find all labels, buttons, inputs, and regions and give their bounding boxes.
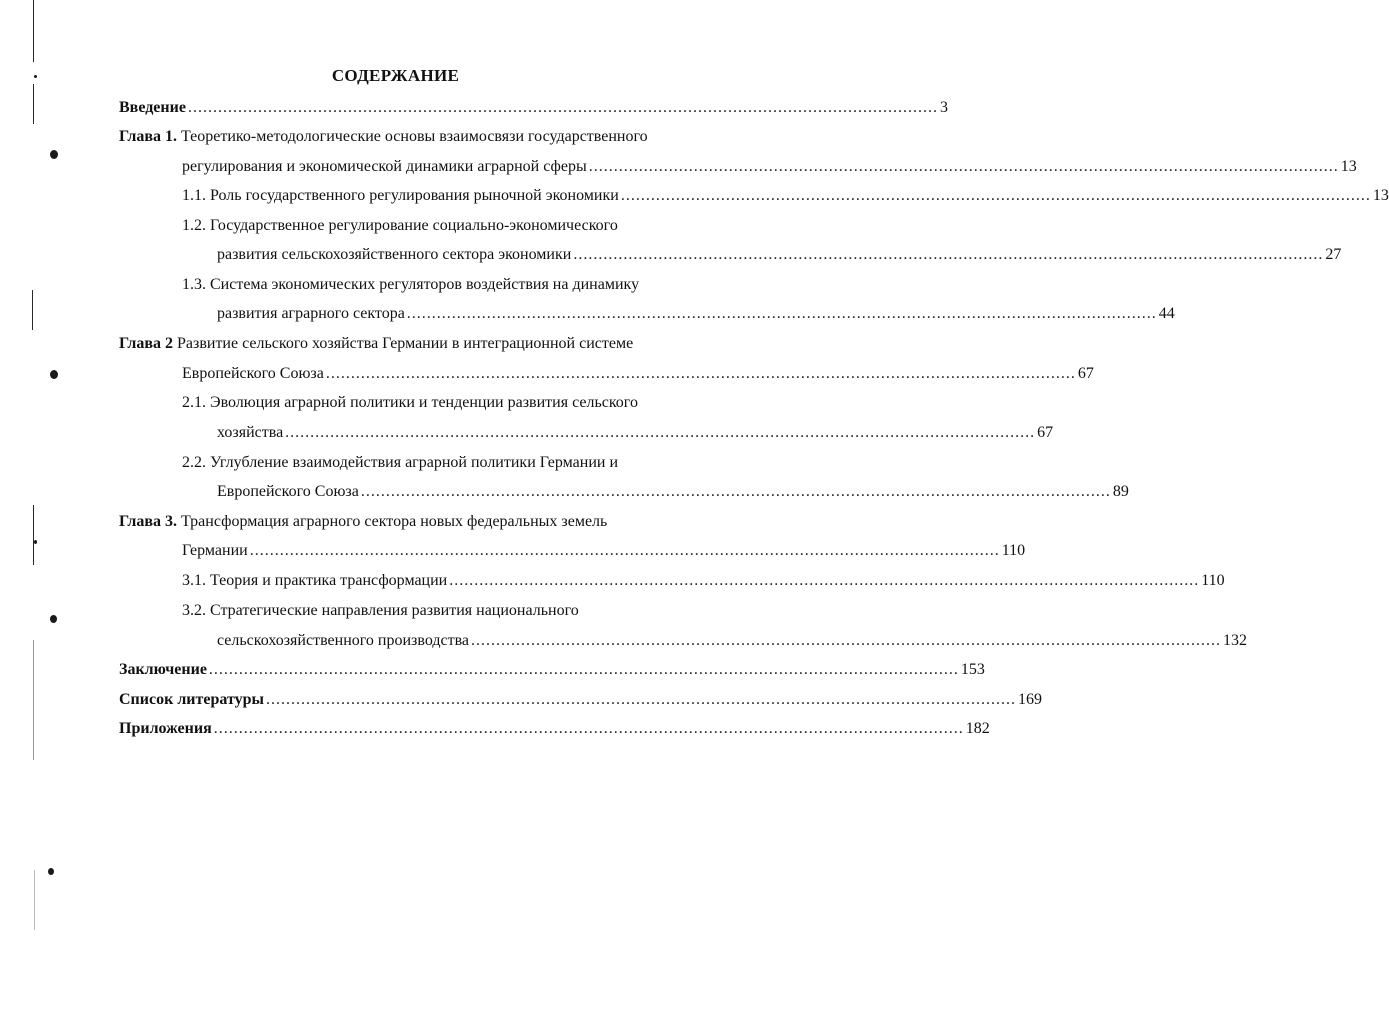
toc-label: Европейского Союза	[182, 365, 324, 382]
toc-label: развития сельскохозяйственного сектора экономики	[217, 246, 572, 263]
toc-label: регулирования и экономической динамики аграрной сферы	[182, 158, 587, 175]
dot-leader: ......................................................................................................................................................	[285, 424, 1036, 441]
toc-section-2-1-line1	[182, 391, 638, 415]
dot-leader: ......................................................................................................................................................	[266, 691, 1016, 708]
toc-page-number: 44	[1158, 305, 1175, 322]
scan-margin-line	[32, 290, 33, 330]
dot-leader: ......................................................................................................................................................	[249, 542, 1000, 559]
toc-label: Список литературы	[119, 691, 264, 708]
toc-label: Европейского Союза	[217, 483, 359, 500]
toc-chapter-3-line2	[182, 539, 1026, 563]
toc-label: сельскохозяйственного производства	[217, 632, 470, 649]
dot-leader: ......................................................................................................................................................	[325, 365, 1076, 382]
toc-page-number: 110	[1001, 542, 1026, 559]
toc-page-number: 89	[1112, 483, 1129, 500]
toc-page-number: 182	[965, 720, 990, 737]
toc-label: 3.1. Теория и практика трансформации	[182, 572, 448, 589]
toc-entry-appendix	[119, 717, 990, 741]
punch-hole-mark	[50, 150, 58, 159]
toc-chapter-1-line1	[119, 125, 648, 149]
toc-page-number: 3	[939, 99, 948, 116]
toc-section-2-2-line1	[182, 451, 618, 475]
toc-page-number: 67	[1037, 424, 1054, 441]
toc-chapter-2-line2	[182, 362, 1094, 386]
toc-page-number: 13	[1340, 158, 1357, 175]
dot-leader: ......................................................................................................................................................	[208, 661, 959, 678]
scan-margin-line	[33, 84, 34, 124]
dot-leader: ......................................................................................................................................................	[573, 246, 1324, 263]
toc-label: 2.1. Эволюция аграрной политики и тенденции развития сельского	[182, 394, 638, 411]
toc-label: хозяйства	[217, 424, 284, 441]
scan-margin-line	[33, 640, 34, 760]
toc-entry-literature	[119, 688, 1042, 712]
toc-label: развития аграрного сектора	[217, 305, 405, 322]
scan-margin-line	[33, 505, 34, 565]
toc-label: 1.3. Система экономических регуляторов воздействия на динамику	[182, 276, 640, 293]
toc-label: 3.2. Стратегические направления развития национального	[182, 602, 579, 619]
punch-hole-mark	[50, 370, 58, 379]
toc-label: 2.2. Углубление взаимодействия аграрной политики Германии и	[182, 454, 619, 471]
toc-section-2-1-line2	[217, 421, 1054, 445]
scan-speck	[34, 540, 37, 544]
toc-label: Германии	[182, 542, 248, 559]
toc-chapter-3-line1	[119, 510, 607, 534]
toc-label: Теоретико-методологические основы взаимосвязи государственного	[181, 128, 648, 145]
toc-page-number: 153	[960, 661, 985, 678]
toc-label: Введение	[119, 99, 186, 116]
dot-leader: ......................................................................................................................................................	[406, 305, 1157, 322]
chapter-prefix: Глава 1.	[119, 128, 177, 145]
punch-hole-mark	[48, 868, 54, 875]
dot-leader: ......................................................................................................................................................	[471, 632, 1222, 649]
toc-label: 1.2. Государственное регулирование социально-экономического	[182, 217, 618, 234]
toc-page-number: 110	[1201, 572, 1225, 589]
toc-section-1-3-line1	[182, 273, 639, 297]
toc-entry-conclusion	[119, 658, 985, 682]
dot-leader: ......................................................................................................................................................	[213, 720, 964, 737]
toc-entry-intro	[119, 96, 948, 120]
scan-margin-line	[33, 0, 34, 62]
toc-page-number: 67	[1077, 365, 1094, 382]
dot-leader: ......................................................................................................................................................	[187, 99, 938, 116]
toc-label: Трансформация аграрного сектора новых федеральных земель	[181, 513, 608, 530]
toc-chapter-1-line2	[182, 155, 1357, 179]
dot-leader: ......................................................................................................................................................	[620, 187, 1371, 204]
punch-hole-mark	[50, 615, 57, 623]
toc-page-number: 132	[1223, 632, 1248, 649]
scan-margin-line	[34, 870, 35, 930]
toc-label: Заключение	[119, 661, 207, 678]
toc-section-3-2-line2	[217, 629, 1248, 653]
chapter-prefix: Глава 3.	[119, 513, 177, 530]
toc-section-1-2-line2	[217, 243, 1342, 267]
toc-section-1-1	[182, 184, 1389, 208]
chapter-prefix: Глава 2	[119, 335, 173, 352]
dot-leader: ......................................................................................................................................................	[588, 158, 1339, 175]
toc-label: Развитие сельского хозяйства Германии в интеграционной системе	[177, 335, 634, 352]
toc-label: 1.1. Роль государственного регулирования рыночной экономики	[182, 187, 619, 204]
toc-chapter-2-line1	[119, 332, 633, 356]
toc-section-1-3-line2	[217, 302, 1175, 326]
toc-section-3-1	[182, 569, 1225, 593]
page-title: СОДЕРЖАНИЕ	[331, 66, 460, 85]
toc-page-number: 169	[1018, 691, 1042, 708]
toc-page-number: 13	[1372, 187, 1389, 204]
toc-section-2-2-line2	[217, 480, 1129, 504]
toc-label: Приложения	[119, 720, 212, 737]
dot-leader: ......................................................................................................................................................	[449, 572, 1200, 589]
dot-leader: ......................................................................................................................................................	[360, 483, 1111, 500]
toc-section-3-2-line1	[182, 599, 579, 623]
toc-section-1-2-line1	[182, 214, 618, 238]
toc-page-number: 27	[1325, 246, 1342, 263]
